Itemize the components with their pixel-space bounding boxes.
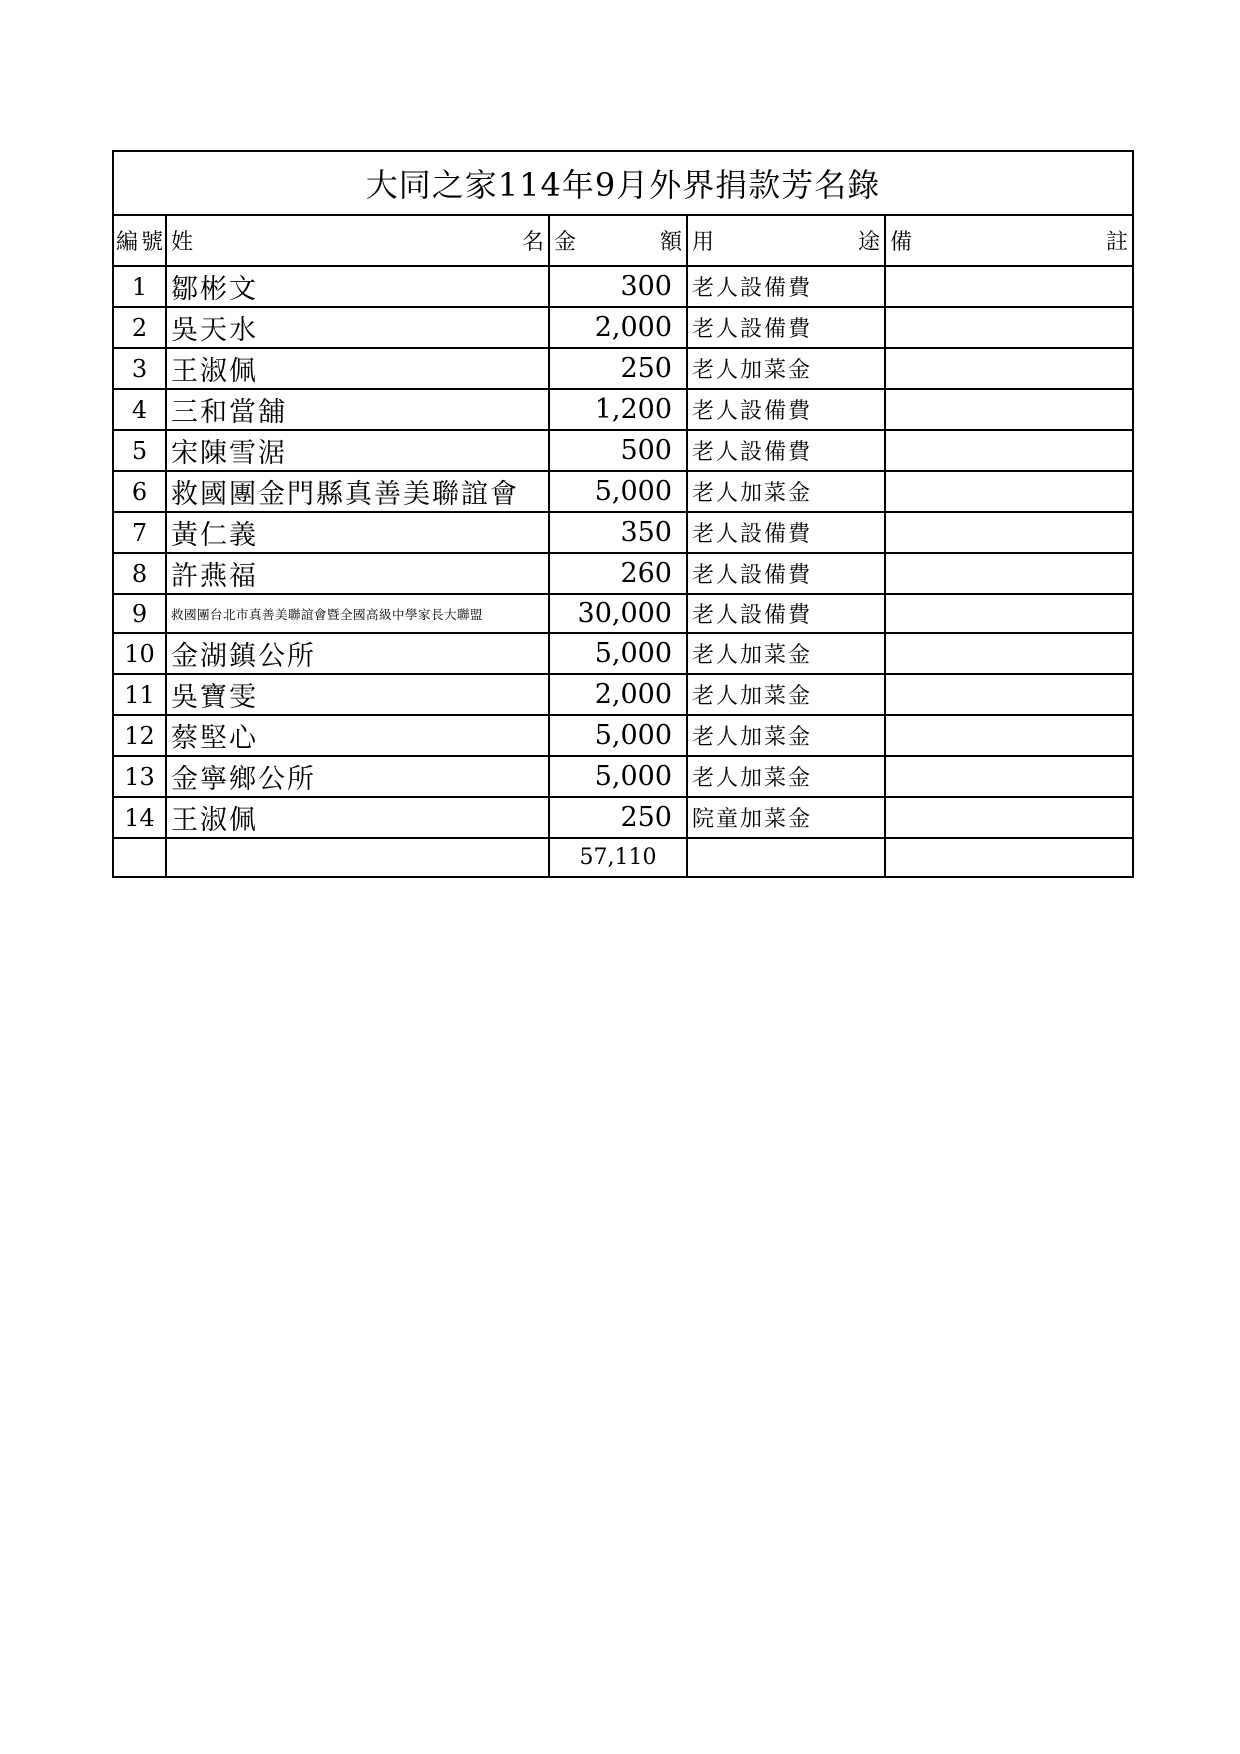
total-row bbox=[113, 838, 1133, 877]
donation-note bbox=[885, 471, 1133, 512]
row-no: 7 bbox=[113, 512, 166, 553]
row-no: 6 bbox=[113, 471, 166, 512]
header-note: 備 註 bbox=[885, 215, 1133, 266]
donation-use: 院童加菜金 bbox=[687, 797, 885, 838]
donor-name: 救國團台北市真善美聯誼會暨全國高級中學家長大聯盟 bbox=[166, 594, 549, 633]
table-row bbox=[113, 715, 1133, 756]
total-name-empty bbox=[166, 838, 549, 877]
table-row bbox=[113, 389, 1133, 430]
total-no-empty bbox=[113, 838, 166, 877]
donation-amount: 5,000 bbox=[549, 633, 687, 674]
row-no: 14 bbox=[113, 797, 166, 838]
total-use-empty bbox=[687, 838, 885, 877]
row-no: 3 bbox=[113, 348, 166, 389]
table-row bbox=[113, 348, 1133, 389]
donation-use: 老人設備費 bbox=[687, 307, 885, 348]
donor-name: 金寧鄉公所 bbox=[166, 756, 549, 797]
donation-use: 老人設備費 bbox=[687, 266, 885, 307]
table-row bbox=[113, 512, 1133, 553]
donation-use: 老人加菜金 bbox=[687, 348, 885, 389]
donor-name: 吳天水 bbox=[166, 307, 549, 348]
donation-amount: 250 bbox=[549, 348, 687, 389]
row-no: 1 bbox=[113, 266, 166, 307]
donor-name: 王淑佩 bbox=[166, 797, 549, 838]
donation-amount: 5,000 bbox=[549, 471, 687, 512]
donation-note bbox=[885, 348, 1133, 389]
header-use: 用 途 bbox=[687, 215, 885, 266]
table-row bbox=[113, 756, 1133, 797]
donor-name: 吳寶雯 bbox=[166, 674, 549, 715]
header-name: 姓 名 bbox=[166, 215, 549, 266]
donor-name: 蔡堅心 bbox=[166, 715, 549, 756]
donor-name: 許燕福 bbox=[166, 553, 549, 594]
donation-use: 老人設備費 bbox=[687, 512, 885, 553]
table-row bbox=[113, 471, 1133, 512]
donation-use: 老人加菜金 bbox=[687, 471, 885, 512]
donation-note bbox=[885, 389, 1133, 430]
donation-note bbox=[885, 633, 1133, 674]
row-no: 4 bbox=[113, 389, 166, 430]
row-no: 9 bbox=[113, 594, 166, 633]
donation-amount: 300 bbox=[549, 266, 687, 307]
donation-amount: 5,000 bbox=[549, 756, 687, 797]
table-row bbox=[113, 797, 1133, 838]
donor-name: 宋陳雪涺 bbox=[166, 430, 549, 471]
row-no: 13 bbox=[113, 756, 166, 797]
donor-name: 金湖鎮公所 bbox=[166, 633, 549, 674]
donation-table bbox=[112, 150, 1134, 878]
donation-amount: 5,000 bbox=[549, 715, 687, 756]
donation-amount: 1,200 bbox=[549, 389, 687, 430]
donor-name: 王淑佩 bbox=[166, 348, 549, 389]
donation-note bbox=[885, 307, 1133, 348]
donation-use: 老人加菜金 bbox=[687, 715, 885, 756]
donation-amount: 2,000 bbox=[549, 307, 687, 348]
total-amount: 57,110 bbox=[549, 838, 687, 877]
header-no: 編 號 bbox=[113, 215, 166, 266]
table-row bbox=[113, 594, 1133, 633]
header-amount: 金 額 bbox=[549, 215, 687, 266]
donation-note bbox=[885, 715, 1133, 756]
donation-amount: 250 bbox=[549, 797, 687, 838]
table-row bbox=[113, 430, 1133, 471]
row-no: 2 bbox=[113, 307, 166, 348]
total-note-empty bbox=[885, 838, 1133, 877]
donation-amount: 500 bbox=[549, 430, 687, 471]
donation-use: 老人設備費 bbox=[687, 389, 885, 430]
donor-name: 救國團金門縣真善美聯誼會 bbox=[166, 471, 549, 512]
table-row bbox=[113, 307, 1133, 348]
donation-use: 老人設備費 bbox=[687, 430, 885, 471]
donation-note bbox=[885, 512, 1133, 553]
donation-note bbox=[885, 430, 1133, 471]
table-row bbox=[113, 553, 1133, 594]
donation-amount: 350 bbox=[549, 512, 687, 553]
row-no: 10 bbox=[113, 633, 166, 674]
donation-use: 老人加菜金 bbox=[687, 674, 885, 715]
donation-amount: 2,000 bbox=[549, 674, 687, 715]
donation-note bbox=[885, 553, 1133, 594]
donation-note bbox=[885, 674, 1133, 715]
donor-name: 鄒彬文 bbox=[166, 266, 549, 307]
donation-amount: 260 bbox=[549, 553, 687, 594]
donation-note bbox=[885, 756, 1133, 797]
donation-amount: 30,000 bbox=[549, 594, 687, 633]
header-row bbox=[113, 215, 1133, 266]
row-no: 8 bbox=[113, 553, 166, 594]
donation-use: 老人加菜金 bbox=[687, 633, 885, 674]
page-title: 大同之家114年9月外界捐款芳名錄 bbox=[113, 151, 1133, 215]
donor-name: 黃仁義 bbox=[166, 512, 549, 553]
row-no: 12 bbox=[113, 715, 166, 756]
row-no: 5 bbox=[113, 430, 166, 471]
donation-note bbox=[885, 797, 1133, 838]
row-no: 11 bbox=[113, 674, 166, 715]
donation-note bbox=[885, 266, 1133, 307]
donation-note bbox=[885, 594, 1133, 633]
table-row bbox=[113, 266, 1133, 307]
donation-use: 老人加菜金 bbox=[687, 756, 885, 797]
donor-name: 三和當舖 bbox=[166, 389, 549, 430]
table-row bbox=[113, 674, 1133, 715]
donation-use: 老人設備費 bbox=[687, 594, 885, 633]
donation-use: 老人設備費 bbox=[687, 553, 885, 594]
table-row bbox=[113, 633, 1133, 674]
